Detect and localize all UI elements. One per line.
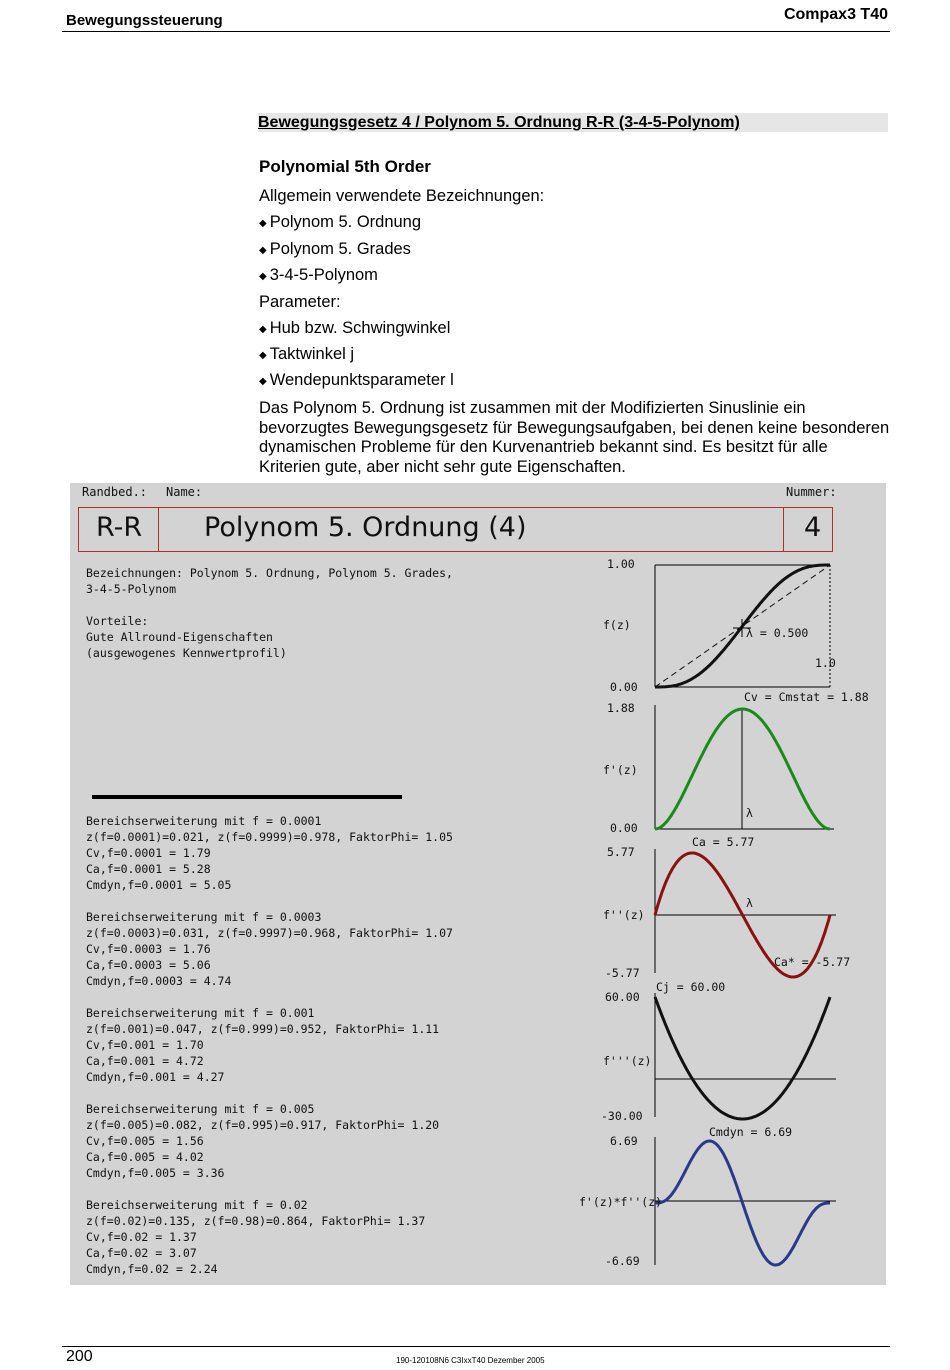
vorteile-label: Vorteile: — [86, 614, 149, 628]
vorteile-text: Gute Allround-Eigenschaften (ausgewogenes Kennwertprofil) — [86, 630, 287, 660]
ybot-label: -5.77 — [605, 966, 640, 980]
document-number: 190-120108N6 C3IxxT40 Dezember 2005 — [396, 1356, 545, 1365]
intro-paragraph: Das Polynom 5. Ordnung ist zusammen mit der Modifizierten Sinuslinie ein bevorzugtes Bewegungsgesetz für Bewegungsaufgaben, bei denen keine besonderen dynamischen Probleme für den Kurvenantrieb bekannt sind. Es besitzt für alle Kriterien gute, aber nicht sehr gute Eigenschaften. — [259, 399, 890, 476]
cv-note: Cv = Cmstat = 1.88 — [744, 690, 869, 704]
plot-displacement — [603, 557, 836, 694]
law-name: Polynom 5. Ordnung (4) — [204, 512, 527, 543]
randbed-label: Randbed.: — [82, 485, 148, 499]
ybot-label: 0.00 — [610, 821, 638, 835]
cmdyn-note: Cmdyn = 6.69 — [709, 1125, 793, 1139]
header-right: Compax3 T40 — [783, 6, 888, 23]
ytop-label: 5.77 — [607, 845, 635, 859]
common-item — [259, 213, 421, 232]
plot-acceleration — [603, 835, 850, 980]
nummer-label: Nummer: — [786, 485, 837, 499]
bullet-text: 3-4-5-Polynom — [269, 266, 378, 284]
randbed-value: R-R — [96, 512, 143, 543]
xend-label: 1.0 — [815, 656, 836, 670]
common-item — [259, 240, 411, 259]
ylabel: f'(z)*f''(z) — [579, 1195, 663, 1209]
common-label: Allgemein verwendete Bezeichnungen: — [259, 187, 545, 205]
ylabel: f'(z) — [603, 763, 638, 777]
law-number: 4 — [804, 512, 822, 543]
range-block: Bereichserweiterung mit f = 0.0001 z(f=0.0001)=0.021, z(f=0.9999)=0.978, FaktorPhi= 1.05 Cv,f=0.0001 = 1.79 Ca,f=0.0001 = 5.28 Cmdyn,f=0.0001 = 5.05 — [86, 814, 453, 892]
param-label: Parameter: — [259, 293, 341, 311]
footer-rule — [62, 1346, 890, 1347]
range-block: Bereichserweiterung mit f = 0.001 z(f=0.001)=0.047, z(f=0.999)=0.952, FaktorPhi= 1.11 Cv,f=0.001 = 1.70 Ca,f=0.001 = 4.72 Cmdyn,f=0.001 = 4.27 — [86, 1006, 440, 1084]
motion-law-sheet — [70, 483, 886, 1285]
ylabel: f''(z) — [603, 908, 645, 922]
param-item — [259, 345, 354, 364]
param-item — [259, 319, 450, 338]
dynamic-moment-curve — [655, 1141, 830, 1265]
page-number: 200 — [66, 1348, 93, 1365]
ylabel: f'''(z) — [603, 1054, 652, 1068]
plot-velocity — [603, 690, 869, 835]
ybot-label: -30.00 — [601, 1109, 643, 1123]
bullet-text: Polynom 5. Ordnung — [269, 213, 422, 231]
range-block: Bereichserweiterung mit f = 0.005 z(f=0.005)=0.082, z(f=0.995)=0.917, FaktorPhi= 1.20 Cv,f=0.005 = 1.56 Ca,f=0.005 = 4.02 Cmdyn,f=0.005 = 3.36 — [86, 1102, 440, 1180]
lambda-note: λ = 0.500 — [746, 626, 809, 640]
lambda-mark: λ — [746, 806, 753, 820]
bullet-text: Taktwinkel j — [269, 345, 355, 363]
section-title: Bewegungsgesetz 4 / Polynom 5. Ordnung R-R (3-4-5-Polynom) — [258, 113, 888, 132]
param-item — [259, 371, 454, 390]
ca-min-note: Ca* = -5.77 — [774, 955, 851, 969]
bullet-text: Wendepunktsparameter l — [269, 371, 454, 389]
ytop-label: 60.00 — [605, 990, 640, 1004]
common-item — [259, 266, 378, 285]
ca-note: Ca = 5.77 — [692, 835, 755, 849]
motion-diagrams — [70, 483, 886, 1285]
cj-note: Cj = 60.00 — [656, 980, 726, 994]
ytop-label: 1.00 — [607, 557, 635, 571]
header-left: Bewegungssteuerung — [66, 12, 223, 29]
range-block: Bereichserweiterung mit f = 0.02 z(f=0.02)=0.135, z(f=0.98)=0.864, FaktorPhi= 1.37 Cv,f=0.02 = 1.37 Ca,f=0.02 = 3.07 Cmdyn,f=0.02 = 2.24 — [86, 1198, 426, 1276]
plot-jerk — [601, 980, 836, 1123]
jerk-curve — [655, 997, 830, 1119]
header-rule — [62, 31, 890, 32]
name-label: Name: — [166, 485, 203, 499]
ybot-label: 0.00 — [610, 680, 638, 694]
ytop-label: 1.88 — [607, 701, 635, 715]
ylabel: f(z) — [603, 618, 631, 632]
bezeichnungen-text: Bezeichnungen: Polynom 5. Ordnung, Polynom 5. Grades, 3-4-5-Polynom — [86, 566, 453, 596]
plot-dynamic-moment — [579, 1125, 836, 1268]
ybot-label: -6.69 — [605, 1254, 640, 1268]
lambda-mark: λ — [746, 896, 753, 910]
ytop-label: 6.69 — [610, 1134, 638, 1148]
bullet-text: Hub bzw. Schwingwinkel — [269, 319, 451, 337]
range-block: Bereichserweiterung mit f = 0.0003 z(f=0.0003)=0.031, z(f=0.9997)=0.968, FaktorPhi= 1.07 Cv,f=0.0003 = 1.76 Ca,f=0.0003 = 5.06 Cmdyn,f=0.0003 = 4.74 — [86, 910, 453, 988]
subheading: Polynomial 5th Order — [259, 157, 431, 176]
bullet-text: Polynom 5. Grades — [269, 240, 411, 258]
